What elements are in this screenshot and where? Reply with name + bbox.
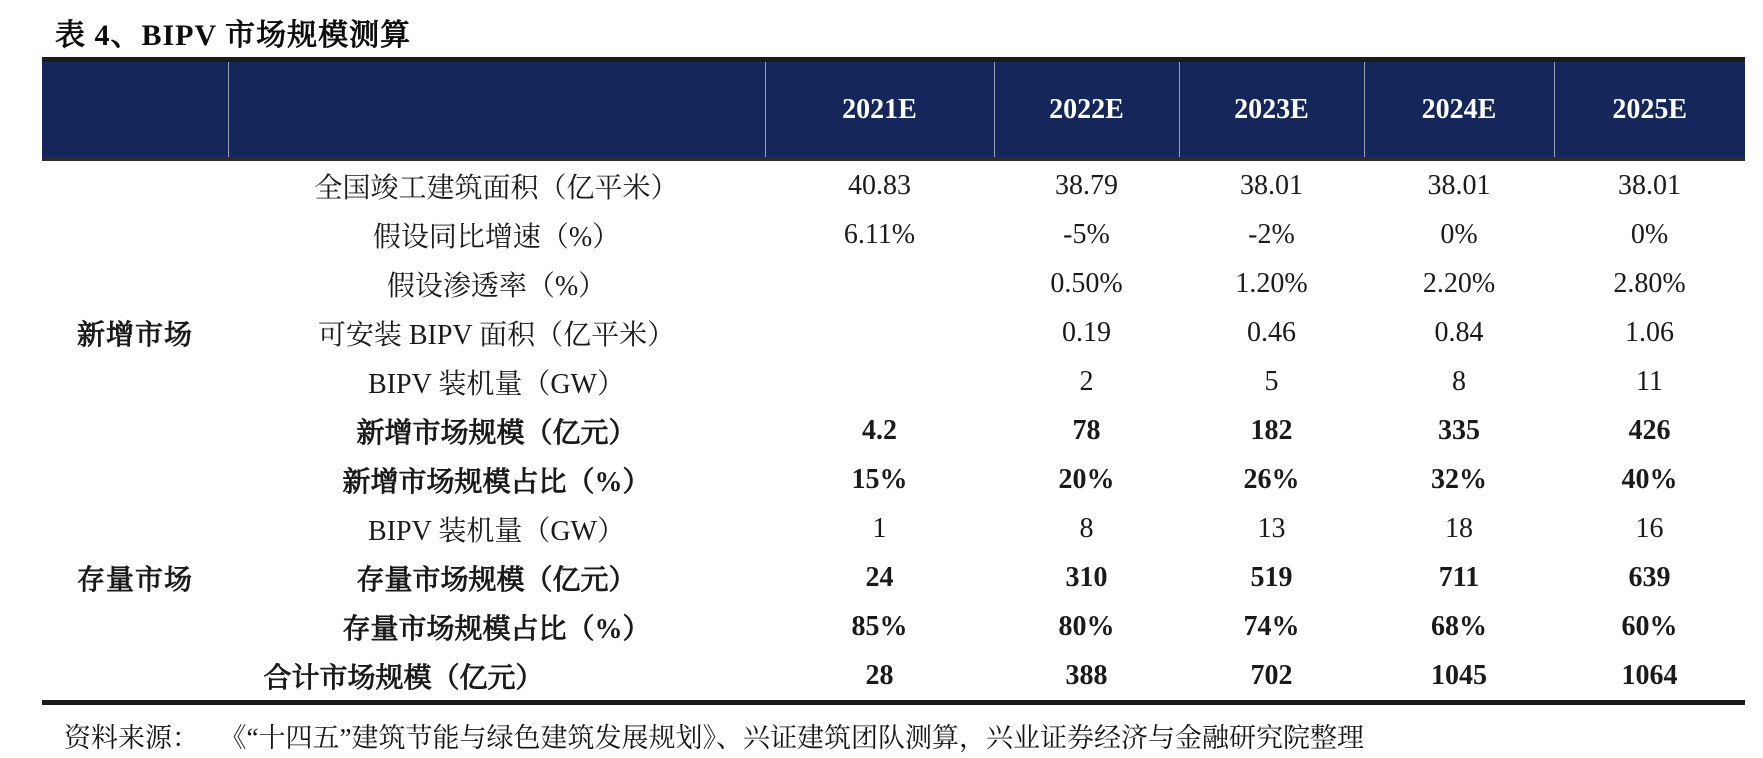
cell-value: 8 [1364,357,1554,406]
cell-value: 20% [994,455,1179,504]
cell-value: 1 [765,504,994,553]
cell-value: -5% [994,210,1179,259]
cell-value: 1.20% [1179,259,1364,308]
cell-value: 711 [1364,553,1554,602]
cell-value: 15% [765,455,994,504]
row-label: 新增市场规模（亿元） [228,406,765,455]
table-row [42,602,1745,651]
cell-value: 0.84 [1364,308,1554,357]
table-row [42,357,1745,406]
header-year-2022e: 2022E [994,60,1179,160]
cell-value: 38.01 [1554,159,1745,210]
cell-value [765,259,994,308]
cell-value: 702 [1179,651,1364,703]
cell-value: 0.46 [1179,308,1364,357]
cell-value: 0.19 [994,308,1179,357]
cell-value: 519 [1179,553,1364,602]
cell-value: 16 [1554,504,1745,553]
table-header [42,60,1745,160]
cell-value: 1.06 [1554,308,1745,357]
header-group-col [42,60,228,160]
table-row [42,553,1745,602]
header-year-2023e: 2023E [1179,60,1364,160]
cell-value: 2.20% [1364,259,1554,308]
cell-value: 38.01 [1179,159,1364,210]
total-row-label: 合计市场规模（亿元） [42,651,765,703]
cell-value: 74% [1179,602,1364,651]
cell-value: 26% [1179,455,1364,504]
cell-value: 1045 [1364,651,1554,703]
cell-value: 78 [994,406,1179,455]
cell-value: 0% [1554,210,1745,259]
cell-value: 40.83 [765,159,994,210]
cell-value: 38.01 [1364,159,1554,210]
header-metric-col [228,60,765,160]
table-row [42,210,1745,259]
cell-value: 11 [1554,357,1745,406]
cell-value: 68% [1364,602,1554,651]
cell-value: 6.11% [765,210,994,259]
table-row-total [42,651,1745,703]
source-label: 资料来源： [64,723,199,753]
cell-value: 5 [1179,357,1364,406]
cell-value: 40% [1554,455,1745,504]
row-label: BIPV 装机量（GW） [228,357,765,406]
table-row [42,259,1745,308]
cell-value: 28 [765,651,994,703]
cell-value: 38.79 [994,159,1179,210]
cell-value: 18 [1364,504,1554,553]
source-note [64,716,1364,755]
row-label: 全国竣工建筑面积（亿平米） [228,159,765,210]
table-row [42,308,1745,357]
cell-value: 0.50% [994,259,1179,308]
cell-value [765,308,994,357]
cell-value: 13 [1179,504,1364,553]
table-row [42,455,1745,504]
row-label: 新增市场规模占比（%） [228,455,765,504]
bipv-market-table [42,57,1745,705]
header-year-2025e: 2025E [1554,60,1745,160]
header-year-2024e: 2024E [1364,60,1554,160]
group-label-new-market: 新增市场 [42,159,228,504]
cell-value: 8 [994,504,1179,553]
table-row [42,159,1745,210]
cell-value: 80% [994,602,1179,651]
cell-value: 2.80% [1554,259,1745,308]
header-year-2021e: 2021E [765,60,994,160]
row-label: 假设渗透率（%） [228,259,765,308]
cell-value: 4.2 [765,406,994,455]
row-label: 可安装 BIPV 面积（亿平米） [228,308,765,357]
cell-value: 388 [994,651,1179,703]
row-label: BIPV 装机量（GW） [228,504,765,553]
cell-value: 310 [994,553,1179,602]
cell-value: 60% [1554,602,1745,651]
cell-value [765,357,994,406]
cell-value: 85% [765,602,994,651]
row-label: 存量市场规模（亿元） [228,553,765,602]
cell-value: 2 [994,357,1179,406]
cell-value: 182 [1179,406,1364,455]
cell-value: 639 [1554,553,1745,602]
cell-value: 335 [1364,406,1554,455]
table-row [42,406,1745,455]
cell-value: 32% [1364,455,1554,504]
cell-value: 0% [1364,210,1554,259]
cell-value: 24 [765,553,994,602]
group-label-stock-market: 存量市场 [42,504,228,651]
cell-value: -2% [1179,210,1364,259]
source-text: 《“十四五”建筑节能与绿色建筑发展规划》、兴证建筑团队测算，兴业证券经济与金融研究院整理 [233,723,1364,753]
table-title: 表 4、BIPV 市场规模测算 [55,19,412,52]
cell-value: 1064 [1554,651,1745,703]
table-row [42,504,1745,553]
cell-value: 426 [1554,406,1745,455]
row-label: 存量市场规模占比（%） [228,602,765,651]
row-label: 假设同比增速（%） [228,210,765,259]
